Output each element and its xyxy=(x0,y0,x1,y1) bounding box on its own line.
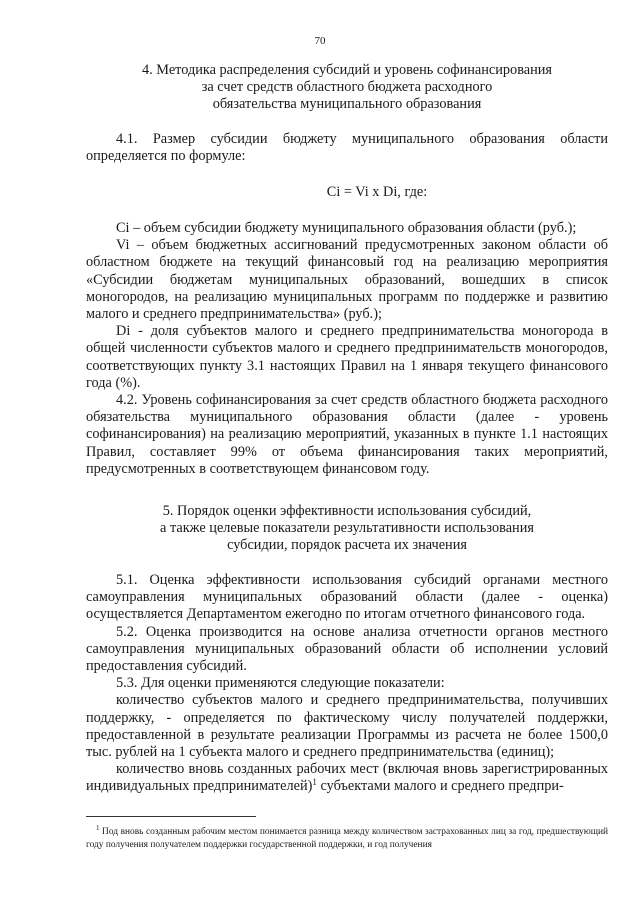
formula: Ci = Vi x Di, где: xyxy=(326,184,428,200)
paragraph-5-1: 5.1. Оценка эффективности использования субсидий органами местного самоуправления муниципальных образований области (далее - оценка) осуществляется Департаментом ежегодно по итогам отчетного финансового года. xyxy=(86,572,608,623)
heading-line: а также целевые показатели результативности использования xyxy=(160,520,534,537)
section-5-heading xyxy=(86,503,608,555)
heading-line: обязательства муниципального образования xyxy=(212,96,482,113)
heading-line: за счет средств областного бюджета расходного xyxy=(201,79,493,96)
formula-block xyxy=(86,184,608,201)
section-4-heading xyxy=(86,62,608,114)
section-5-body xyxy=(86,572,608,796)
paragraph-5-3: 5.3. Для оценки применяются следующие показатели: xyxy=(116,675,445,692)
footnote-text: Под вновь созданным рабочим местом понимается разница между количеством застрахованных лиц за год, предшествующий году получения получателем поддержки государственной поддержки, и год получения xyxy=(86,827,608,850)
indicator-subjects-count: количество субъектов малого и среднего предпринимательства, получивших поддержку, - определяется по фактическому числу получателей поддержки, предоставленной в результате реализации Программы из расчета не более 1500,0 тыс. рублей на 1 субъекта малого и среднего предпринимательства (единиц); xyxy=(86,692,608,761)
variable-vi: Vi – объем бюджетных ассигнований предусмотренных законом области об областном бюджете на текущий финансовый год на реализацию мероприятия «Субсидии бюджетам муниципальных образований, вошедших в список моногородов, на реализацию муниципальных программ по поддержке и развитию малого и среднего предпринимательства» (руб.); xyxy=(86,237,608,323)
page-number: 70 xyxy=(314,35,326,47)
indicator-new-jobs-text: количество вновь созданных рабочих мест (включая вновь зарегистрированных индивидуальных предпринимателей) xyxy=(86,761,608,795)
indicator-new-jobs-cont: субъектами малого и среднего предпри- xyxy=(316,778,564,795)
variable-ci: Ci – объем субсидии бюджету муниципального образования области (руб.); xyxy=(116,220,577,236)
paragraph-4-1: 4.1. Размер субсидии бюджету муниципального образования области определяется по формуле: xyxy=(86,131,608,165)
footnote-divider xyxy=(86,816,256,817)
variables-block xyxy=(86,220,608,478)
heading-line: 5. Порядок оценки эффективности использования субсидий, xyxy=(162,503,532,519)
variable-di: Di - доля субъектов малого и среднего предпринимательства моногорода в общей численности субъектов малого и среднего предпринимательств моногородов, соответствующих пункту 3.1 настоящих Правил на 1 января текущего финансового года (%). xyxy=(86,323,608,391)
footnote xyxy=(86,826,608,852)
paragraph-4-2: 4.2. Уровень софинансирования за счет средств областного бюджета расходного обязательства муниципального образования области (далее - уровень софинансирования) на реализацию мероприятий, указанных в пункте 1.1 настоящих Правил, составляет 99% от объема финансирования таких мероприятий, предусмотренных в соответствующем финансовом году. xyxy=(86,392,608,477)
paragraph-5-2: 5.2. Оценка производится на основе анализа отчетности органов местного самоуправления муниципальных образований области об исполнении условий предоставления субсидий. xyxy=(86,623,608,675)
section-4-body xyxy=(86,131,608,165)
indicator-new-jobs xyxy=(86,761,608,795)
footnote-mark: 1 xyxy=(96,824,100,832)
heading-line: 4. Методика распределения субсидий и уровень софинансирования xyxy=(142,62,552,78)
footnote-ref: 1 xyxy=(312,777,317,788)
heading-line: субсидии, порядок расчета их значения xyxy=(227,537,467,554)
